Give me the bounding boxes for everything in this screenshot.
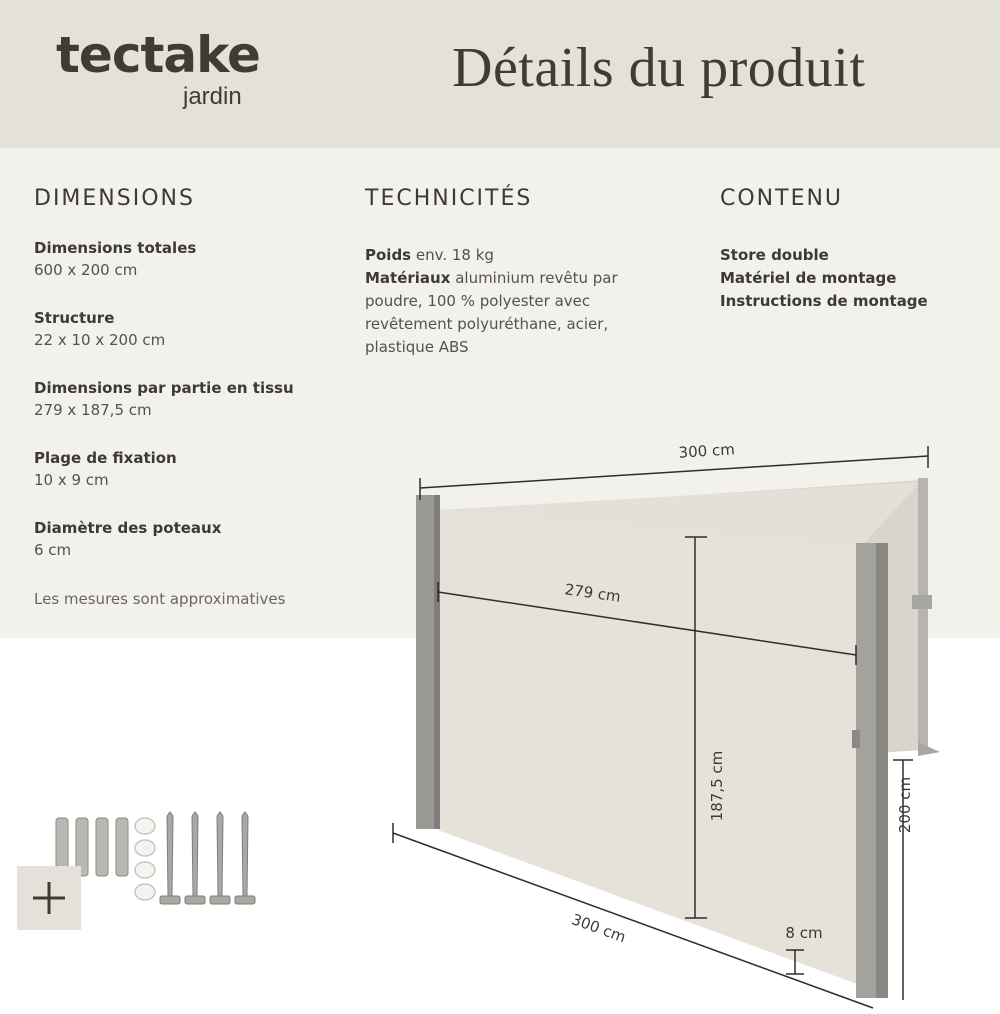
center-post-shade xyxy=(876,543,888,998)
wall-plug-icon xyxy=(96,818,108,876)
material-value: aluminium revêtu par poudre, 100 % polyester avec revêtement polyuréthane, acier, plastique ABS xyxy=(365,269,618,356)
screw-icon xyxy=(217,812,223,896)
spec-label: Dimensions totales xyxy=(34,239,197,257)
page-title: Détails du produit xyxy=(452,37,866,99)
weight-value: env. 18 kg xyxy=(415,246,494,264)
spec-label: Dimensions par partie en tissu xyxy=(34,379,294,397)
screws xyxy=(160,812,255,904)
spec-value: 22 x 10 x 200 cm xyxy=(34,330,166,349)
washer-icon xyxy=(135,818,155,834)
screw-icon xyxy=(242,812,248,896)
washer-icon xyxy=(135,840,155,856)
far-post xyxy=(918,478,928,753)
screw-icon xyxy=(167,812,173,896)
far-bracket xyxy=(912,595,932,609)
spec-value: 10 x 9 cm xyxy=(34,470,109,489)
wall-plug-icon xyxy=(116,818,128,876)
total-height-label: 200 cm xyxy=(896,776,914,834)
technical-heading: TECHNICITÉS xyxy=(365,186,533,211)
fabric-width-label: 279 cm xyxy=(563,580,622,606)
bottom-width-label: 300 cm xyxy=(569,910,629,947)
ground-gap-label: 8 cm xyxy=(785,924,823,942)
top-width-line xyxy=(420,456,928,488)
top-width-label: 300 cm xyxy=(678,440,736,462)
list-item: Instructions de montage xyxy=(720,292,928,310)
far-foot xyxy=(918,742,940,756)
spec-value: 279 x 187,5 cm xyxy=(34,400,152,419)
spec-label: Plage de fixation xyxy=(34,449,177,467)
brand-logo: tectake xyxy=(56,26,260,84)
weight-label: Poids xyxy=(365,246,412,264)
spec-label: Diamètre des poteaux xyxy=(34,519,222,537)
plus-icon xyxy=(29,878,69,918)
spec-value: 6 cm xyxy=(34,540,72,559)
spec-label: Structure xyxy=(34,309,115,327)
dimensions-heading: DIMENSIONS xyxy=(34,186,195,211)
plus-badge xyxy=(17,866,81,930)
handle xyxy=(852,730,860,748)
list-item: Store double xyxy=(720,246,829,264)
left-post-shade xyxy=(434,495,440,829)
contents-heading: CONTENU xyxy=(720,186,844,211)
spec-value: 600 x 200 cm xyxy=(34,260,138,279)
fabric-height-label: 187,5 cm xyxy=(708,750,726,822)
washer-icon xyxy=(135,862,155,878)
front-fabric-surface xyxy=(438,510,860,985)
washers xyxy=(135,818,155,900)
washer-icon xyxy=(135,884,155,900)
list-item: Matériel de montage xyxy=(720,269,897,287)
brand-subtitle: jardin xyxy=(183,83,242,110)
material-label: Matériaux xyxy=(365,269,451,287)
measurement-note: Les mesures sont approximatives xyxy=(34,590,286,608)
screw-icon xyxy=(192,812,198,896)
